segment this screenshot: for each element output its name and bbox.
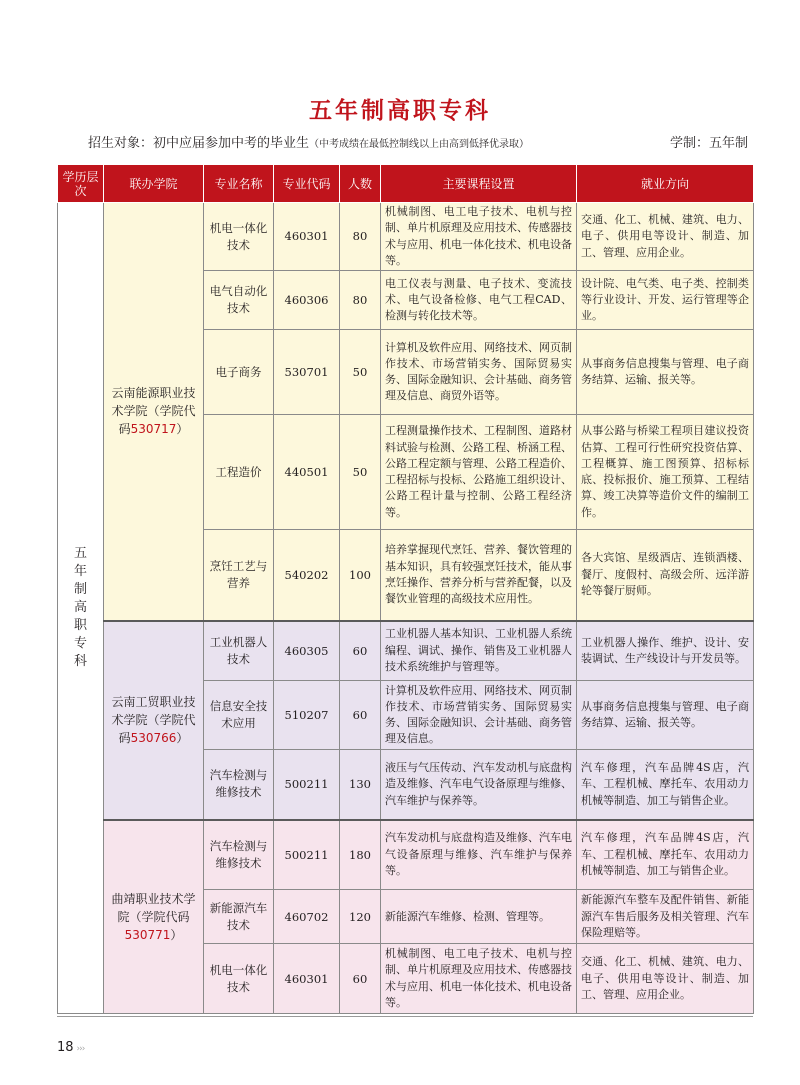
header-major: 专业名称 <box>204 165 274 203</box>
enrollment-count: 80 <box>340 271 381 330</box>
page-number <box>57 1040 84 1055</box>
education-level-label: 五年制高职专科 <box>73 546 87 670</box>
page-title: 五年制高职专科 <box>309 97 491 124</box>
college-cell: 云南能源职业技术学院（学院代码530717） <box>104 203 204 621</box>
table-row <box>58 621 754 681</box>
enrollment-count: 180 <box>340 820 381 890</box>
college-cell: 云南工贸职业技术学院（学院代码530766） <box>104 621 204 820</box>
major-code: 510207 <box>274 681 340 750</box>
career-direction: 各大宾馆、星级酒店、连锁酒楼、餐厅、度假村、高级会所、远洋游轮等餐厅厨师。 <box>577 530 754 621</box>
major-name: 新能源汽车技术 <box>204 890 274 944</box>
header-college: 联办学院 <box>104 165 204 203</box>
major-code: 460301 <box>274 944 340 1014</box>
college-cell: 曲靖职业技术学院（学院代码530771） <box>104 820 204 1014</box>
course-list: 培养掌握现代烹饪、营养、餐饮管理的基本知识，具有较强烹饪技术，能从事烹饪操作、营养分析与营养配餐，以及餐饮业管理的高级技术应用性。 <box>381 530 577 621</box>
enrollment-count: 120 <box>340 890 381 944</box>
career-direction: 从事商务信息搜集与管理、电子商务结算、运输、报关等。 <box>577 681 754 750</box>
school-term: 学制：五年制 <box>669 136 748 151</box>
major-code: 500211 <box>274 820 340 890</box>
enrollment-count: 100 <box>340 530 381 621</box>
table-header-row <box>58 165 754 203</box>
major-code: 460702 <box>274 890 340 944</box>
footer-rule <box>57 1016 753 1017</box>
college-name: 曲靖职业技术学院（学院代码 <box>111 891 196 924</box>
program-table <box>57 164 754 1014</box>
page-number-text: 18 <box>57 1040 74 1055</box>
major-code: 540202 <box>274 530 340 621</box>
course-list: 机械制图、电工电子技术、电机与控制、单片机原理及应用技术、传感器技术与应用、机电一体化技术、机电设备等。 <box>381 944 577 1014</box>
enrollment-count: 50 <box>340 415 381 530</box>
enrollment-count: 50 <box>340 330 381 415</box>
major-name: 电子商务 <box>204 330 274 415</box>
major-name: 信息安全技术应用 <box>204 681 274 750</box>
major-code: 530701 <box>274 330 340 415</box>
course-list: 工程测量操作技术、工程制图、道路材料试验与检测、公路工程、桥涵工程、公路工程定额与管理、公路工程造价、工程招标与投标、公路施工组织设计、公路工程计量与控制、公路工程经济等。 <box>381 415 577 530</box>
major-code: 460301 <box>274 203 340 271</box>
career-direction: 新能源汽车整车及配件销售、新能源汽车售后服务及相关管理、汽车保险理赔等。 <box>577 890 754 944</box>
header-courses: 主要课程设置 <box>381 165 577 203</box>
enrollment-target <box>88 132 529 151</box>
course-list: 液压与气压传动、汽车发动机与底盘构造及维修、汽车电气设备原理与维修、汽车维护与保养等。 <box>381 750 577 820</box>
career-direction: 设计院、电气类、电子类、控制类等行业设计、开发、运行管理等企业。 <box>577 271 754 330</box>
course-list: 工业机器人基本知识、工业机器人系统编程、调试、操作、销售及工业机器人技术系统维护与管理等。 <box>381 621 577 681</box>
college-code: 530766 <box>130 731 177 746</box>
career-direction: 从事公路与桥梁工程项目建议投资估算、工程可行性研究投资估算、工程概算、施工图预算、招标标底、投标报价、施工预算、工程结算、竣工决算等造价文件的编制工作。 <box>577 415 754 530</box>
career-direction: 汽车修理，汽车品牌4S店，汽车、工程机械、摩托车、农用动力机械等制造、加工与销售企业。 <box>577 750 754 820</box>
major-name: 机电一体化技术 <box>204 944 274 1014</box>
course-list: 汽车发动机与底盘构造及维修、汽车电气设备原理与维修、汽车维护与保养等。 <box>381 820 577 890</box>
course-list: 电工仪表与测量、电子技术、变流技术、电气设备检修、电气工程CAD、检测与转化技术等。 <box>381 271 577 330</box>
career-direction: 交通、化工、机械、建筑、电力、电子、供用电等设计、制造、加工、管理、应用企业。 <box>577 944 754 1014</box>
college-code: 530717 <box>130 422 177 437</box>
career-direction: 工业机器人操作、维护、设计、安装调试、生产线设计与开发员等。 <box>577 621 754 681</box>
career-direction: 从事商务信息搜集与管理、电子商务结算、运输、报关等。 <box>577 330 754 415</box>
enrollment-info-line <box>88 132 748 150</box>
page-arrows-icon: ››› <box>76 1044 85 1054</box>
college-name: 云南工贸职业技术学院（学院代码 <box>111 695 196 746</box>
course-list: 机械制图、电工电子技术、电机与控制、单片机原理及应用技术、传感器技术与应用、机电一体化技术、机电设备等。 <box>381 203 577 271</box>
college-name: 云南能源职业技术学院（学院代码 <box>111 386 196 437</box>
header-code: 专业代码 <box>274 165 340 203</box>
major-name: 电气自动化技术 <box>204 271 274 330</box>
major-name: 机电一体化技术 <box>204 203 274 271</box>
header-level: 学历层次 <box>58 165 104 203</box>
course-list: 新能源汽车维修、检测、管理等。 <box>381 890 577 944</box>
major-name: 汽车检测与维修技术 <box>204 750 274 820</box>
major-name: 烹饪工艺与营养 <box>204 530 274 621</box>
education-level-cell <box>58 203 104 1014</box>
enrollment-count: 60 <box>340 621 381 681</box>
enrollment-count: 60 <box>340 944 381 1014</box>
enrollment-count: 130 <box>340 750 381 820</box>
major-code: 500211 <box>274 750 340 820</box>
enrollment-target-text: 招生对象：初中应届参加中考的毕业生 <box>88 136 310 151</box>
major-name: 工业机器人技术 <box>204 621 274 681</box>
header-jobs: 就业方向 <box>577 165 754 203</box>
college-code: 530771 <box>124 927 171 942</box>
enrollment-count: 60 <box>340 681 381 750</box>
enrollment-count: 80 <box>340 203 381 271</box>
major-code: 460305 <box>274 621 340 681</box>
major-name: 工程造价 <box>204 415 274 530</box>
table-row <box>58 820 754 890</box>
header-count: 人数 <box>340 165 381 203</box>
major-code: 460306 <box>274 271 340 330</box>
enrollment-target-note: （中考成绩在最低控制线以上由高到低择优录取） <box>309 139 530 150</box>
career-direction: 交通、化工、机械、建筑、电力、电子、供用电等设计、制造、加工、管理、应用企业。 <box>577 203 754 271</box>
major-code: 440501 <box>274 415 340 530</box>
major-name: 汽车检测与维修技术 <box>204 820 274 890</box>
table-row <box>58 203 754 271</box>
course-list: 计算机及软件应用、网络技术、网页制作技术、市场营销实务、国际贸易实务、国际金融知识、会计基础、商务管理及信息、商贸外语等。 <box>381 330 577 415</box>
career-direction: 汽车修理，汽车品牌4S店，汽车、工程机械、摩托车、农用动力机械等制造、加工与销售企业。 <box>577 820 754 890</box>
course-list: 计算机及软件应用、网络技术、网页制作技术、市场营销实务、国际贸易实务、国际金融知识、会计基础、商务管理及信息。 <box>381 681 577 750</box>
